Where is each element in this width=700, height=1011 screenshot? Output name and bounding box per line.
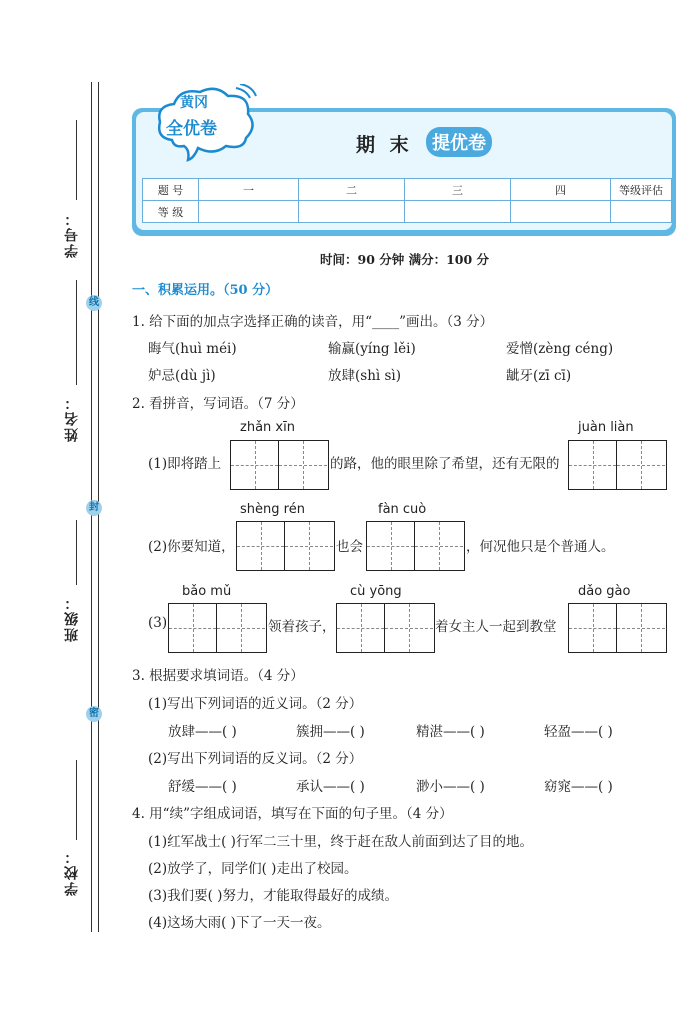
- student-no-label: 学号：: [64, 210, 80, 258]
- grade-table-header-row: [143, 179, 672, 201]
- grade-cell: 二: [299, 179, 405, 201]
- q2-s3-mid: 领着孩子，: [268, 619, 336, 635]
- writing-grid[interactable]: [568, 603, 667, 653]
- q2-stem: 2. 看拼音，写词语。（7 分）: [132, 396, 304, 412]
- q1-item[interactable]: 龇牙(zī cī): [506, 368, 572, 384]
- section-title-1: 一、积累运用。（50 分）: [132, 283, 279, 298]
- q3-sub1-item[interactable]: 簇拥——( ): [296, 724, 365, 740]
- grade-input-cell[interactable]: [199, 201, 299, 223]
- writing-grid[interactable]: [230, 440, 329, 490]
- grade-input-cell[interactable]: [405, 201, 511, 223]
- writing-grid[interactable]: [568, 440, 667, 490]
- q4-item[interactable]: (1)红军战士( )行军二三十里，终于赶在敌人前面到达了目的地。: [148, 834, 533, 850]
- pinyin-label: cù yōng: [350, 584, 402, 599]
- q2-s3-pre: (3): [148, 615, 168, 631]
- q2-s1-pre: (1)即将踏上: [148, 456, 222, 472]
- q3-sub1-item[interactable]: 精湛——( ): [416, 724, 485, 740]
- grade-row-label: 等 级: [143, 201, 199, 223]
- q3-sub2-item[interactable]: 承认——( ): [296, 779, 365, 795]
- student-no-blank[interactable]: [76, 120, 77, 200]
- time-info: 时间：90 分钟 满分：100 分: [320, 252, 490, 267]
- binding-margin: [0, 0, 120, 1011]
- q4-item[interactable]: (3)我们要( )努力，才能取得最好的成绩。: [148, 888, 398, 904]
- logo-text-quanyoujuan: 全优卷: [166, 119, 217, 139]
- grade-cell: 一: [199, 179, 299, 201]
- q3-stem: 3. 根据要求填词语。（4 分）: [132, 668, 304, 684]
- school-label: 学校：: [64, 848, 80, 896]
- writing-grid[interactable]: [366, 521, 465, 571]
- q1-item[interactable]: 输赢(yíng lěi): [328, 341, 416, 357]
- school-blank[interactable]: [76, 760, 77, 840]
- grade-table-score-row: [143, 201, 672, 223]
- seal-mi: 密: [86, 706, 102, 722]
- q1-item[interactable]: 晦气(huì méi): [148, 341, 237, 357]
- grade-table: [142, 178, 672, 223]
- pinyin-label: fàn cuò: [378, 502, 427, 517]
- class-label: 班级：: [64, 594, 80, 642]
- q1-item[interactable]: 爱憎(zèng céng): [506, 341, 614, 357]
- grade-input-cell[interactable]: [511, 201, 611, 223]
- q2-s1-mid: 的路，他的眼里除了希望，还有无限的: [330, 456, 560, 472]
- q3-sub1-item[interactable]: 放肆——( ): [168, 724, 237, 740]
- grade-cell: 四: [511, 179, 611, 201]
- title-badge: 提优卷: [426, 127, 492, 157]
- q3-sub2-item[interactable]: 舒缓——( ): [168, 779, 237, 795]
- q4-stem: 4. 用“续”字组成词语，填写在下面的句子里。（4 分）: [132, 806, 453, 822]
- pinyin-label: dǎo gào: [578, 584, 631, 599]
- q2-s3-post: 着女主人一起到教堂: [435, 619, 557, 635]
- q4-item[interactable]: (2)放学了，同学们( )走出了校园。: [148, 861, 358, 877]
- grade-cell: 题 号: [143, 179, 199, 201]
- q4-item[interactable]: (4)这场大雨( )下了一天一夜。: [148, 915, 331, 931]
- pinyin-label: juàn liàn: [578, 420, 634, 435]
- grade-cell: 等级评估: [611, 179, 672, 201]
- name-blank[interactable]: [76, 280, 77, 385]
- q3-sub1: (1)写出下列词语的近义词。（2 分）: [148, 696, 363, 712]
- pinyin-label: bǎo mǔ: [182, 584, 232, 599]
- grade-input-cell[interactable]: [299, 201, 405, 223]
- pinyin-label: zhǎn xīn: [240, 420, 295, 435]
- logo-text-huanggang: 黄冈: [180, 95, 208, 111]
- name-label: 姓名：: [64, 394, 80, 442]
- seal-xian: 线: [86, 295, 102, 311]
- grade-input-cell[interactable]: [611, 201, 672, 223]
- q2-s2-post: ，何况他只是个普通人。: [466, 539, 615, 555]
- q1-stem: 1. 给下面的加点字选择正确的读音，用“____”画出。（3 分）: [132, 314, 494, 330]
- q3-sub1-item[interactable]: 轻盈——( ): [544, 724, 613, 740]
- q1-item[interactable]: 妒忌(dù jì): [148, 368, 216, 384]
- seal-feng: 封: [86, 500, 102, 516]
- q1-item[interactable]: 放肆(shì sì): [328, 368, 402, 384]
- writing-grid[interactable]: [336, 603, 435, 653]
- q3-sub2: (2)写出下列词语的反义词。（2 分）: [148, 751, 363, 767]
- q3-sub2-item[interactable]: 窈窕——( ): [544, 779, 613, 795]
- writing-grid[interactable]: [168, 603, 267, 653]
- q2-s2-pre: (2)你要知道，: [148, 539, 235, 555]
- writing-grid[interactable]: [236, 521, 335, 571]
- q3-sub2-item[interactable]: 渺小——( ): [416, 779, 485, 795]
- page-title: 期 末: [356, 134, 413, 156]
- q2-s2-mid: 也会: [336, 539, 363, 555]
- class-blank[interactable]: [76, 520, 77, 585]
- pinyin-label: shèng rén: [240, 502, 305, 517]
- grade-cell: 三: [405, 179, 511, 201]
